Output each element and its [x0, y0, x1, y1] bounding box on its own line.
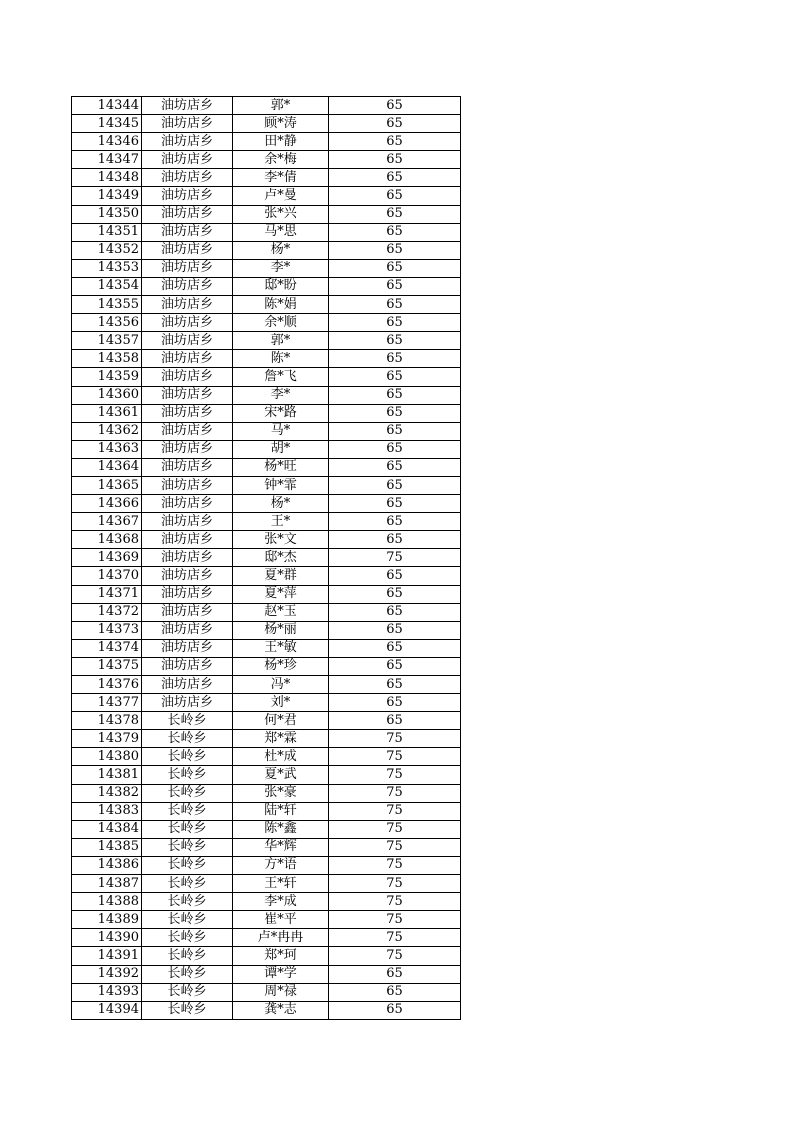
- township-cell: 油坊店乡: [142, 133, 233, 151]
- name-cell: 邸*杰: [233, 549, 329, 567]
- row-number-cell: 14366: [72, 495, 142, 513]
- name-cell: 卢*曼: [233, 187, 329, 205]
- township-cell: 长岭乡: [142, 712, 233, 730]
- table-row: [72, 929, 461, 947]
- name-cell: 郑*霖: [233, 730, 329, 748]
- row-number-cell: 14348: [72, 169, 142, 187]
- table-row: [72, 838, 461, 856]
- name-cell: 刘*: [233, 694, 329, 712]
- name-cell: 王*敏: [233, 639, 329, 657]
- table-row: [72, 676, 461, 694]
- township-cell: 油坊店乡: [142, 639, 233, 657]
- row-number-cell: 14356: [72, 314, 142, 332]
- row-number-cell: 14358: [72, 350, 142, 368]
- name-cell: 周*禄: [233, 983, 329, 1001]
- row-number-cell: 14381: [72, 766, 142, 784]
- township-cell: 油坊店乡: [142, 549, 233, 567]
- row-number-cell: 14377: [72, 694, 142, 712]
- township-cell: 油坊店乡: [142, 495, 233, 513]
- township-cell: 油坊店乡: [142, 694, 233, 712]
- amount-cell: 65: [329, 404, 461, 422]
- amount-cell: 75: [329, 730, 461, 748]
- township-cell: 油坊店乡: [142, 404, 233, 422]
- amount-cell: 65: [329, 676, 461, 694]
- amount-cell: 65: [329, 476, 461, 494]
- name-cell: 龚*志: [233, 1001, 329, 1019]
- table-row: [72, 784, 461, 802]
- amount-cell: 65: [329, 277, 461, 295]
- amount-cell: 75: [329, 549, 461, 567]
- township-cell: 油坊店乡: [142, 350, 233, 368]
- amount-cell: 75: [329, 784, 461, 802]
- table-row: [72, 802, 461, 820]
- township-cell: 长岭乡: [142, 766, 233, 784]
- amount-cell: 75: [329, 929, 461, 947]
- township-cell: 油坊店乡: [142, 205, 233, 223]
- table-row: [72, 820, 461, 838]
- row-number-cell: 14389: [72, 911, 142, 929]
- township-cell: 油坊店乡: [142, 513, 233, 531]
- name-cell: 陈*娟: [233, 296, 329, 314]
- table-row: [72, 947, 461, 965]
- table-row: [72, 133, 461, 151]
- row-number-cell: 14371: [72, 585, 142, 603]
- township-cell: 油坊店乡: [142, 151, 233, 169]
- amount-cell: 65: [329, 187, 461, 205]
- table-row: [72, 259, 461, 277]
- name-cell: 华*辉: [233, 838, 329, 856]
- township-cell: 长岭乡: [142, 784, 233, 802]
- name-cell: 杨*: [233, 495, 329, 513]
- name-cell: 顾*涛: [233, 115, 329, 133]
- table-row: [72, 531, 461, 549]
- amount-cell: 65: [329, 205, 461, 223]
- amount-cell: 65: [329, 621, 461, 639]
- table-row: [72, 187, 461, 205]
- name-cell: 陈*: [233, 350, 329, 368]
- township-cell: 油坊店乡: [142, 314, 233, 332]
- row-number-cell: 14359: [72, 368, 142, 386]
- table-row: [72, 639, 461, 657]
- township-cell: 长岭乡: [142, 929, 233, 947]
- row-number-cell: 14384: [72, 820, 142, 838]
- amount-cell: 75: [329, 893, 461, 911]
- name-cell: 陈*鑫: [233, 820, 329, 838]
- row-number-cell: 14344: [72, 97, 142, 115]
- amount-cell: 65: [329, 133, 461, 151]
- township-cell: 长岭乡: [142, 911, 233, 929]
- amount-cell: 65: [329, 983, 461, 1001]
- township-cell: 油坊店乡: [142, 676, 233, 694]
- township-cell: 油坊店乡: [142, 223, 233, 241]
- row-number-cell: 14391: [72, 947, 142, 965]
- table-row: [72, 296, 461, 314]
- amount-cell: 65: [329, 422, 461, 440]
- row-number-cell: 14352: [72, 241, 142, 259]
- name-cell: 胡*: [233, 440, 329, 458]
- table-row: [72, 404, 461, 422]
- name-cell: 马*思: [233, 223, 329, 241]
- name-cell: 杨*旺: [233, 458, 329, 476]
- township-cell: 长岭乡: [142, 730, 233, 748]
- name-cell: 钟*霏: [233, 476, 329, 494]
- table-row: [72, 856, 461, 874]
- amount-cell: 65: [329, 567, 461, 585]
- amount-cell: 75: [329, 911, 461, 929]
- amount-cell: 75: [329, 875, 461, 893]
- row-number-cell: 14385: [72, 838, 142, 856]
- amount-cell: 75: [329, 947, 461, 965]
- township-cell: 油坊店乡: [142, 296, 233, 314]
- name-cell: 何*君: [233, 712, 329, 730]
- table-row: [72, 277, 461, 295]
- row-number-cell: 14392: [72, 965, 142, 983]
- name-cell: 邸*盼: [233, 277, 329, 295]
- amount-cell: 65: [329, 965, 461, 983]
- name-cell: 詹*飞: [233, 368, 329, 386]
- amount-cell: 65: [329, 585, 461, 603]
- township-cell: 油坊店乡: [142, 241, 233, 259]
- row-number-cell: 14364: [72, 458, 142, 476]
- table-row: [72, 97, 461, 115]
- table-row: [72, 495, 461, 513]
- row-number-cell: 14370: [72, 567, 142, 585]
- table-row: [72, 766, 461, 784]
- name-cell: 夏*萍: [233, 585, 329, 603]
- amount-cell: 65: [329, 97, 461, 115]
- township-cell: 长岭乡: [142, 856, 233, 874]
- name-cell: 张*豪: [233, 784, 329, 802]
- row-number-cell: 14378: [72, 712, 142, 730]
- township-cell: 长岭乡: [142, 893, 233, 911]
- amount-cell: 65: [329, 169, 461, 187]
- table-row: [72, 422, 461, 440]
- amount-cell: 65: [329, 1001, 461, 1019]
- amount-cell: 65: [329, 151, 461, 169]
- township-cell: 长岭乡: [142, 802, 233, 820]
- amount-cell: 65: [329, 531, 461, 549]
- row-number-cell: 14357: [72, 332, 142, 350]
- township-cell: 长岭乡: [142, 947, 233, 965]
- row-number-cell: 14369: [72, 549, 142, 567]
- name-cell: 李*成: [233, 893, 329, 911]
- amount-cell: 65: [329, 223, 461, 241]
- data-table: [71, 96, 461, 1020]
- table-row: [72, 151, 461, 169]
- row-number-cell: 14362: [72, 422, 142, 440]
- row-number-cell: 14349: [72, 187, 142, 205]
- row-number-cell: 14351: [72, 223, 142, 241]
- township-cell: 油坊店乡: [142, 585, 233, 603]
- name-cell: 郭*: [233, 97, 329, 115]
- amount-cell: 65: [329, 368, 461, 386]
- township-cell: 长岭乡: [142, 748, 233, 766]
- row-number-cell: 14350: [72, 205, 142, 223]
- row-number-cell: 14353: [72, 259, 142, 277]
- name-cell: 郑*珂: [233, 947, 329, 965]
- table-row: [72, 115, 461, 133]
- name-cell: 张*兴: [233, 205, 329, 223]
- township-cell: 油坊店乡: [142, 386, 233, 404]
- table-row: [72, 567, 461, 585]
- table-row: [72, 169, 461, 187]
- table-row: [72, 730, 461, 748]
- township-cell: 油坊店乡: [142, 476, 233, 494]
- row-number-cell: 14354: [72, 277, 142, 295]
- amount-cell: 75: [329, 820, 461, 838]
- row-number-cell: 14386: [72, 856, 142, 874]
- township-cell: 油坊店乡: [142, 368, 233, 386]
- row-number-cell: 14346: [72, 133, 142, 151]
- township-cell: 油坊店乡: [142, 169, 233, 187]
- name-cell: 宋*路: [233, 404, 329, 422]
- row-number-cell: 14376: [72, 676, 142, 694]
- name-cell: 王*轩: [233, 875, 329, 893]
- table-row: [72, 368, 461, 386]
- row-number-cell: 14345: [72, 115, 142, 133]
- amount-cell: 75: [329, 802, 461, 820]
- name-cell: 余*梅: [233, 151, 329, 169]
- row-number-cell: 14390: [72, 929, 142, 947]
- township-cell: 长岭乡: [142, 983, 233, 1001]
- table-row: [72, 694, 461, 712]
- amount-cell: 65: [329, 513, 461, 531]
- table-row: [72, 893, 461, 911]
- row-number-cell: 14379: [72, 730, 142, 748]
- name-cell: 卢*冉冉: [233, 929, 329, 947]
- township-cell: 长岭乡: [142, 965, 233, 983]
- table-row: [72, 585, 461, 603]
- row-number-cell: 14393: [72, 983, 142, 1001]
- name-cell: 夏*群: [233, 567, 329, 585]
- table-row: [72, 241, 461, 259]
- amount-cell: 75: [329, 766, 461, 784]
- table-row: [72, 965, 461, 983]
- row-number-cell: 14363: [72, 440, 142, 458]
- name-cell: 冯*: [233, 676, 329, 694]
- township-cell: 油坊店乡: [142, 187, 233, 205]
- township-cell: 长岭乡: [142, 820, 233, 838]
- name-cell: 崔*平: [233, 911, 329, 929]
- row-number-cell: 14382: [72, 784, 142, 802]
- table-row: [72, 712, 461, 730]
- table-row: [72, 332, 461, 350]
- name-cell: 杨*丽: [233, 621, 329, 639]
- row-number-cell: 14372: [72, 603, 142, 621]
- row-number-cell: 14347: [72, 151, 142, 169]
- name-cell: 陆*轩: [233, 802, 329, 820]
- table-row: [72, 458, 461, 476]
- table-row: [72, 513, 461, 531]
- row-number-cell: 14375: [72, 657, 142, 675]
- row-number-cell: 14383: [72, 802, 142, 820]
- township-cell: 油坊店乡: [142, 440, 233, 458]
- township-cell: 油坊店乡: [142, 657, 233, 675]
- amount-cell: 65: [329, 440, 461, 458]
- table-row: [72, 476, 461, 494]
- row-number-cell: 14360: [72, 386, 142, 404]
- row-number-cell: 14380: [72, 748, 142, 766]
- amount-cell: 65: [329, 458, 461, 476]
- amount-cell: 65: [329, 495, 461, 513]
- table-row: [72, 621, 461, 639]
- name-cell: 谭*学: [233, 965, 329, 983]
- name-cell: 杨*珍: [233, 657, 329, 675]
- amount-cell: 65: [329, 296, 461, 314]
- row-number-cell: 14365: [72, 476, 142, 494]
- amount-cell: 65: [329, 332, 461, 350]
- table-row: [72, 440, 461, 458]
- row-number-cell: 14387: [72, 875, 142, 893]
- amount-cell: 65: [329, 241, 461, 259]
- name-cell: 杨*: [233, 241, 329, 259]
- township-cell: 油坊店乡: [142, 531, 233, 549]
- row-number-cell: 14361: [72, 404, 142, 422]
- amount-cell: 65: [329, 694, 461, 712]
- table-row: [72, 314, 461, 332]
- amount-cell: 75: [329, 838, 461, 856]
- amount-cell: 65: [329, 712, 461, 730]
- name-cell: 夏*武: [233, 766, 329, 784]
- table-row: [72, 983, 461, 1001]
- row-number-cell: 14374: [72, 639, 142, 657]
- table-row: [72, 657, 461, 675]
- amount-cell: 65: [329, 115, 461, 133]
- table-body: [72, 97, 461, 1020]
- row-number-cell: 14394: [72, 1001, 142, 1019]
- table-row: [72, 875, 461, 893]
- amount-cell: 65: [329, 259, 461, 277]
- table-row: [72, 205, 461, 223]
- row-number-cell: 14355: [72, 296, 142, 314]
- name-cell: 杜*成: [233, 748, 329, 766]
- table-row: [72, 911, 461, 929]
- township-cell: 长岭乡: [142, 875, 233, 893]
- name-cell: 余*顺: [233, 314, 329, 332]
- row-number-cell: 14368: [72, 531, 142, 549]
- name-cell: 田*静: [233, 133, 329, 151]
- township-cell: 油坊店乡: [142, 277, 233, 295]
- township-cell: 油坊店乡: [142, 332, 233, 350]
- amount-cell: 75: [329, 748, 461, 766]
- row-number-cell: 14388: [72, 893, 142, 911]
- name-cell: 赵*玉: [233, 603, 329, 621]
- township-cell: 长岭乡: [142, 1001, 233, 1019]
- amount-cell: 65: [329, 603, 461, 621]
- township-cell: 油坊店乡: [142, 422, 233, 440]
- name-cell: 李*倩: [233, 169, 329, 187]
- amount-cell: 65: [329, 350, 461, 368]
- table-row: [72, 748, 461, 766]
- table-row: [72, 549, 461, 567]
- name-cell: 郭*: [233, 332, 329, 350]
- name-cell: 王*: [233, 513, 329, 531]
- township-cell: 油坊店乡: [142, 97, 233, 115]
- name-cell: 李*: [233, 259, 329, 277]
- table-row: [72, 350, 461, 368]
- table-row: [72, 386, 461, 404]
- table-row: [72, 1001, 461, 1019]
- township-cell: 长岭乡: [142, 838, 233, 856]
- township-cell: 油坊店乡: [142, 458, 233, 476]
- amount-cell: 65: [329, 639, 461, 657]
- amount-cell: 65: [329, 314, 461, 332]
- name-cell: 张*文: [233, 531, 329, 549]
- row-number-cell: 14367: [72, 513, 142, 531]
- amount-cell: 65: [329, 386, 461, 404]
- township-cell: 油坊店乡: [142, 603, 233, 621]
- township-cell: 油坊店乡: [142, 621, 233, 639]
- name-cell: 李*: [233, 386, 329, 404]
- township-cell: 油坊店乡: [142, 259, 233, 277]
- township-cell: 油坊店乡: [142, 115, 233, 133]
- table-row: [72, 223, 461, 241]
- name-cell: 马*: [233, 422, 329, 440]
- name-cell: 方*语: [233, 856, 329, 874]
- amount-cell: 65: [329, 657, 461, 675]
- row-number-cell: 14373: [72, 621, 142, 639]
- amount-cell: 75: [329, 856, 461, 874]
- township-cell: 油坊店乡: [142, 567, 233, 585]
- table-row: [72, 603, 461, 621]
